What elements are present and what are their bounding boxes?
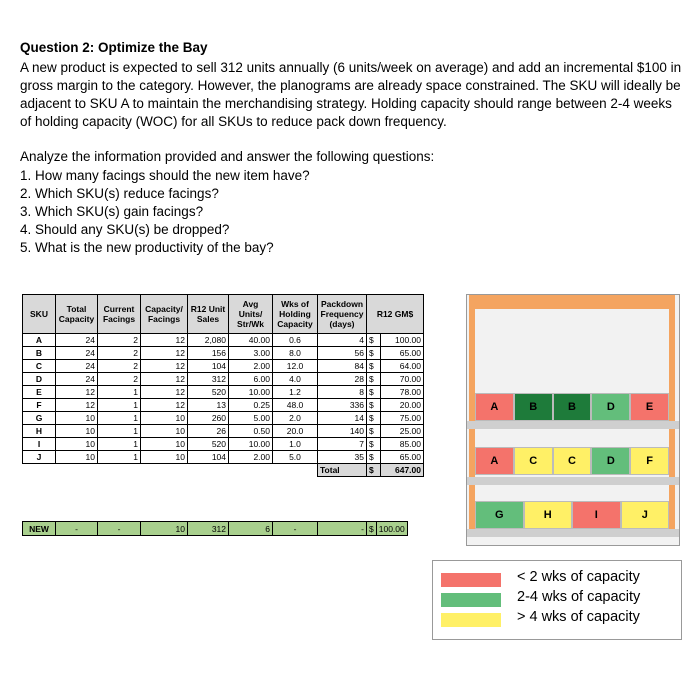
cell-wks: 4.0 [273,373,318,386]
cell-gm: 25.00 [380,425,423,438]
cell-sku: B [23,347,56,360]
cell-avg: 10.00 [229,386,273,399]
cell-wks: 0.6 [273,334,318,347]
cell-total: 24 [56,347,98,360]
legend-label: < 2 wks of capacity [517,569,640,585]
cell-capfac: 10 [141,451,188,464]
cell-gm: 85.00 [380,438,423,451]
cell-sku: J [23,451,56,464]
legend-swatch-green [441,593,501,607]
cell-wks: 1.0 [273,438,318,451]
question-item: 1. How many facings should the new item have? [20,168,310,183]
shelf [467,529,679,537]
cell-pack: 8 [318,386,367,399]
cell-facings: 2 [98,347,141,360]
cell-sku: E [23,386,56,399]
table-row [23,425,424,438]
facing-sku-j: J [621,501,670,529]
cell-avg: 40.00 [229,334,273,347]
cell-capfac: 10 [141,438,188,451]
cell-wks: 20.0 [273,425,318,438]
question-paragraph: A new product is expected to sell 312 units annually (6 units/week on average) and add an incremental $100 in gross margin to the category. However, the planograms are already space constrained. The SKU will ideally be adjacent to SKU A to maintain the merchandising strategy. Holding capacity should range between 2-4 weeks of holding capacity (WOC) for all SKUs to reduce pack down frequency. [20,60,682,129]
new-cell-gm: 100.00 [376,522,407,536]
table-row [23,412,424,425]
table-row [23,347,424,360]
cell-currency: $ [367,334,381,347]
cell-total: 10 [56,412,98,425]
cell-sales: 2,080 [188,334,229,347]
planogram-bay [466,294,680,546]
cell-currency: $ [367,360,381,373]
cell-sales: 520 [188,438,229,451]
cell-currency: $ [367,438,381,451]
new-sku-table [22,521,408,536]
table-row [23,334,424,347]
cell-wks: 48.0 [273,399,318,412]
question-item: 3. Which SKU(s) gain facings? [20,204,204,219]
cell-total: 12 [56,386,98,399]
cell-facings: 1 [98,386,141,399]
cell-capfac: 12 [141,386,188,399]
sku-table [22,294,424,477]
header-total-capacity: Total Capacity [56,295,98,334]
facing-sku-e: E [630,393,669,421]
cell-currency: $ [367,347,381,360]
cell-capfac: 10 [141,425,188,438]
cell-pack: 14 [318,412,367,425]
cell-total: 24 [56,360,98,373]
header-capacity-facings: Capacity/ Facings [141,295,188,334]
cell-gm: 64.00 [380,360,423,373]
sku-table-header [23,295,424,334]
cell-capfac: 10 [141,412,188,425]
cell-sku: G [23,412,56,425]
cell-facings: 1 [98,399,141,412]
cell-facings: 1 [98,412,141,425]
cell-wks: 1.2 [273,386,318,399]
new-cell-total: - [56,522,98,536]
cell-total: 10 [56,438,98,451]
header-packdown: Packdown Frequency (days) [318,295,367,334]
new-cell-sales: 312 [188,522,229,536]
cell-pack: 4 [318,334,367,347]
cell-avg: 5.00 [229,412,273,425]
header-r12-unit-sales: R12 Unit Sales [188,295,229,334]
cell-pack: 28 [318,373,367,386]
cell-sku: I [23,438,56,451]
facing-sku-f: F [630,447,669,475]
cell-avg: 10.00 [229,438,273,451]
cell-currency: $ [367,399,381,412]
facing-sku-b: B [514,393,553,421]
header-current-facings: Current Facings [98,295,141,334]
cell-total: 24 [56,334,98,347]
cell-sku: C [23,360,56,373]
table-row [23,373,424,386]
table-row [23,386,424,399]
question-item: 5. What is the new productivity of the bay? [20,240,274,255]
cell-total: 10 [56,451,98,464]
new-cell-sku: NEW [23,522,56,536]
shelf [467,421,679,429]
cell-total: 12 [56,399,98,412]
question-item: 4. Should any SKU(s) be dropped? [20,222,230,237]
cell-avg: 0.50 [229,425,273,438]
cell-wks: 5.0 [273,451,318,464]
cell-avg: 2.00 [229,360,273,373]
cell-facings: 2 [98,373,141,386]
header-wks-holding: Wks of Holding Capacity [273,295,318,334]
legend-swatch-red [441,573,501,587]
facing-sku-d: D [591,447,630,475]
question-item: 2. Which SKU(s) reduce facings? [20,186,219,201]
cell-capfac: 12 [141,399,188,412]
cell-gm: 78.00 [380,386,423,399]
cell-gm: 70.00 [380,373,423,386]
new-cell-wks: - [273,522,318,536]
cell-facings: 2 [98,334,141,347]
cell-gm: 20.00 [380,399,423,412]
facing-sku-h: H [524,501,573,529]
cell-sales: 520 [188,386,229,399]
bay-header [469,295,675,309]
table-row [23,451,424,464]
table-row [23,438,424,451]
header-avg-units: Avg Units/ Str/Wk [229,295,273,334]
new-cell-pack: - [318,522,367,536]
cell-wks: 8.0 [273,347,318,360]
cell-pack: 56 [318,347,367,360]
cell-avg: 3.00 [229,347,273,360]
cell-capfac: 12 [141,334,188,347]
cell-capfac: 12 [141,373,188,386]
header-r12-gm: R12 GM$ [367,295,424,334]
cell-gm: 100.00 [380,334,423,347]
cell-total: 10 [56,425,98,438]
cell-total: 24 [56,373,98,386]
cell-gm: 65.00 [380,451,423,464]
cell-currency: $ [367,412,381,425]
question-list [20,167,310,257]
header-sku: SKU [23,295,56,334]
question-intro: Analyze the information provided and answer the following questions: [20,149,435,164]
new-cell-currency: $ [367,522,377,536]
total-value: 647.00 [380,464,423,477]
legend-label: > 4 wks of capacity [517,609,640,625]
facing-sku-i: I [572,501,621,529]
new-cell-facings: - [98,522,141,536]
cell-sales: 104 [188,451,229,464]
cell-sales: 312 [188,373,229,386]
facing-sku-g: G [475,501,524,529]
total-row [23,464,424,477]
facing-sku-a: A [475,447,514,475]
cell-sales: 13 [188,399,229,412]
cell-capfac: 12 [141,347,188,360]
legend [432,560,682,640]
facing-sku-b: B [553,393,592,421]
question-title: Question 2: Optimize the Bay [20,40,208,55]
cell-facings: 1 [98,451,141,464]
cell-wks: 12.0 [273,360,318,373]
cell-sku: D [23,373,56,386]
facing-sku-d: D [591,393,630,421]
table-row [23,360,424,373]
cell-currency: $ [367,386,381,399]
cell-capfac: 12 [141,360,188,373]
cell-wks: 2.0 [273,412,318,425]
legend-swatch-yellow [441,613,501,627]
cell-sales: 156 [188,347,229,360]
cell-sku: H [23,425,56,438]
cell-currency: $ [367,425,381,438]
facing-sku-a: A [475,393,514,421]
cell-sku: F [23,399,56,412]
new-cell-capfac: 10 [141,522,188,536]
cell-pack: 336 [318,399,367,412]
shelf [467,477,679,485]
cell-gm: 65.00 [380,347,423,360]
cell-pack: 7 [318,438,367,451]
table-row [23,399,424,412]
cell-pack: 35 [318,451,367,464]
cell-facings: 1 [98,425,141,438]
cell-pack: 84 [318,360,367,373]
cell-gm: 75.00 [380,412,423,425]
cell-facings: 2 [98,360,141,373]
cell-avg: 0.25 [229,399,273,412]
total-currency: $ [367,464,381,477]
cell-sku: A [23,334,56,347]
cell-currency: $ [367,451,381,464]
cell-avg: 6.00 [229,373,273,386]
cell-sales: 104 [188,360,229,373]
new-cell-avg: 6 [229,522,273,536]
cell-currency: $ [367,373,381,386]
facing-sku-c: C [553,447,592,475]
cell-sales: 260 [188,412,229,425]
cell-avg: 2.00 [229,451,273,464]
legend-label: 2-4 wks of capacity [517,589,641,605]
cell-facings: 1 [98,438,141,451]
cell-pack: 140 [318,425,367,438]
facing-sku-c: C [514,447,553,475]
new-sku-row [23,522,408,536]
cell-sales: 26 [188,425,229,438]
total-label: Total [318,464,367,477]
sku-table-body [23,334,424,477]
